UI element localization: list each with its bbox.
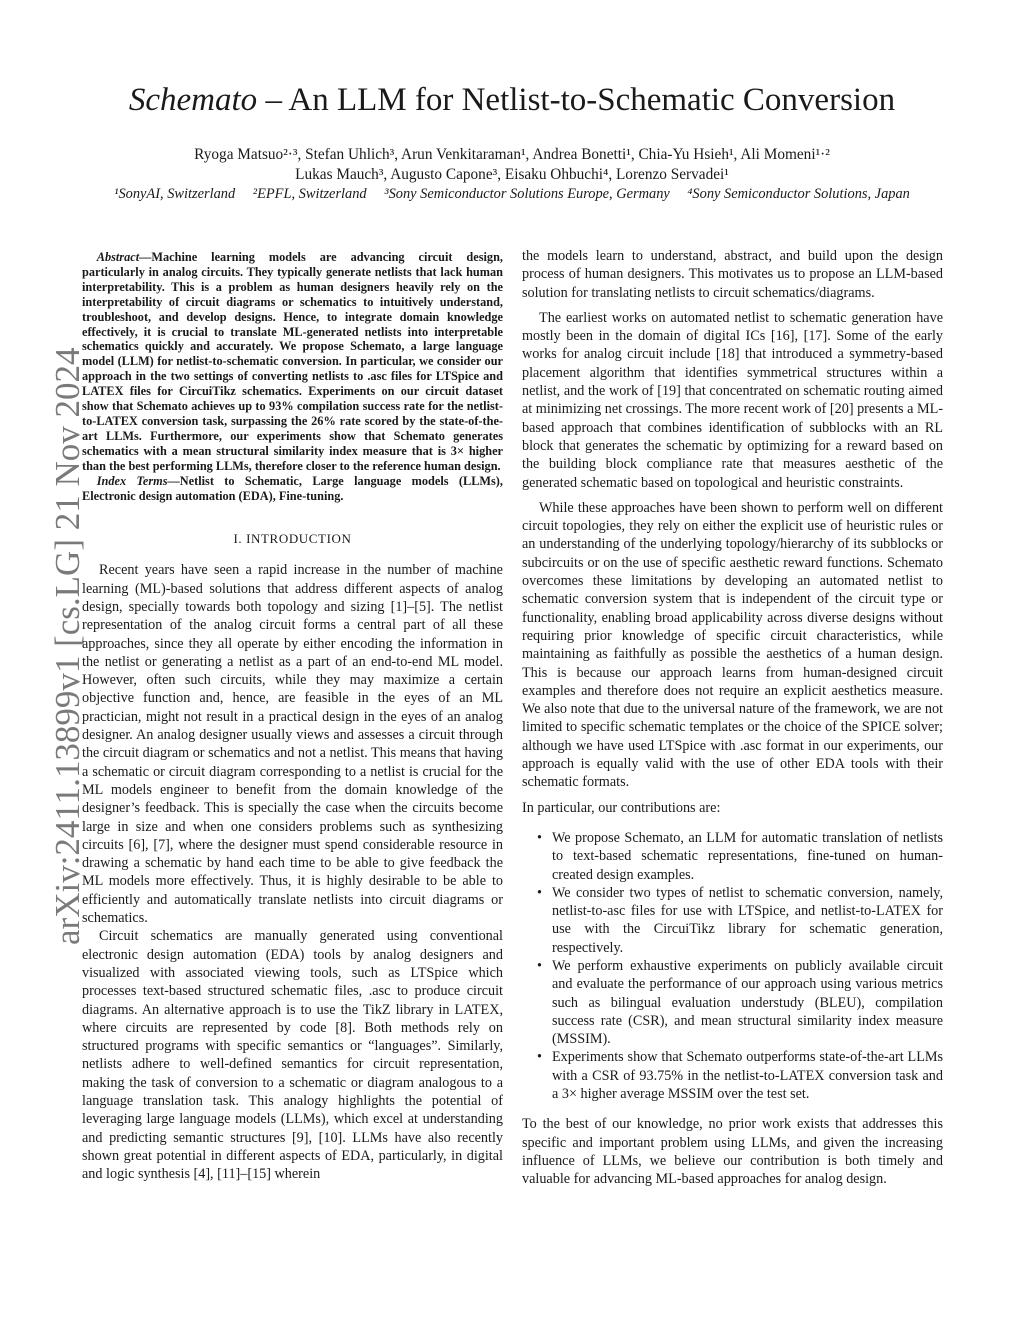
list-item: • We perform exhaustive experiments on publicly available circuit and evaluate the performance of our approach using various metrics such as bilingual evaluation understudy (BLEU), compilation success rate (CSR), and mean structural similarity index measure (MSSIM). [552, 957, 943, 1048]
index-terms-lead: Index Terms— [96, 473, 180, 488]
closing-paragraph: To the best of our knowledge, no prior work exists that addresses this specific and important problem using LLMs, and given the increasing influence of LLMs, we believe our contribution is both timely and valuable for advancing ML-based approaches for analog design. [522, 1116, 943, 1188]
affiliation-2: ²EPFL, Switzerland [252, 186, 367, 202]
right-column [522, 247, 943, 1189]
intro-paragraph-1: Recent years have seen a rapid increase in the number of machine learning (ML)-based solutions that address different aspects of analog design, specially towards both topology and sizing [1]–[5]. The netlist representation of the analog circuit forms a central part of all these approaches, since they all operate by either encoding the information in the netlist or generating a netlist as a part of an end-to-end ML model. However, often such circuits, while they may maximize a certain objective function and, hence, are feasible in the eyes of an ML practician, might not result in a practical design in the eyes of an analog designer. An analog designer usually views and assesses a circuit through the circuit diagram or schematics and not a netlist. This means that having a schematic or circuit diagram corresponding to a netlist is crucial for the ML models engineer to benefit from the domain knowledge of the designer’s feedback. This is specially the case when the circuits become large in size and when one considers problems such as synthesizing circuits [6], [7], where the designer must spend considerable resource in drawing a schematic by hand each time to be able to give feedback the ML models more effectively. Thus, it is highly desirable to be able to efficiently and automatically translate netlists into circuit diagrams or schematics. [82, 562, 503, 927]
arxiv-identifier: arXiv:2411.13899v1 [cs.LG] 21 Nov 2024 [48, 347, 87, 945]
spacer [522, 492, 943, 499]
right-paragraph-1: the models learn to understand, abstract, and build upon the design process of human designers. This motivates us to propose an LLM-based solution for translating netlists to circuit schematics/diagrams. [522, 248, 943, 301]
contributions-list [522, 829, 943, 1103]
right-paragraph-3: While these approaches have been shown to perform well on different circuit topologies, they rely on either the explicit use of heuristic rules or an understanding of the underlying topology/hierarchy of its subblocks or subcircuits or on the use of specific aesthetic reward functions. Schemato overcomes these limitations by developing an automated netlist to schematic conversion system that is independent of the circuit type or functionality, enabling broad applicability across diverse designs without requiring prior knowledge of specific circuit characteristics, while maintaining as faithfully as possible the aesthetics of a human design. This is because our approach learns from human-designed circuit examples and therefore does not require an explicit aesthetics measure. We also note that due to the universal nature of the framework, we are not limited to specific schematic templates or the choice of the SPICE solver; although we have used LTSpice with .asc format in our experiments, our approach is equally valid with the use of other EDA tools with their schematic formats. [522, 499, 943, 791]
affiliation-3: ³Sony Semiconductor Solutions Europe, Germany [384, 186, 670, 202]
left-column [82, 250, 503, 1184]
contributions-intro: In particular, our contributions are: [522, 799, 721, 816]
abstract-text: Machine learning models are advancing circuit design, particularly in analog circuits. They typically generate netlists that lack human interpretability. This is a problem as human designers heavily rely on the interpretability of circuit diagrams or schematics to intuitively understand, troubleshoot, and develop designs. Hence, to integrate domain knowledge effectively, it is crucial to translate ML-generated netlists into interpretable schematics quickly and accurately. We propose Schemato, a large language model (LLM) for netlist-to-schematic conversion. In particular, we consider our approach in the two settings of converting netlists to .asc files for LTSpice and LATEX files for CircuiTikz schematics. Experiments on our circuit dataset show that Schemato achieves up to 93% compilation success rate for the netlist-to-LATEX conversion task, surpassing the 26% rate scored by the state-of-the-art LLMs. Furthermore, our experiments show that Schemato generates schematics with a mean structural similarity index measure that is 3× higher than the best performing LLMs, therefore closer to the reference human design. [82, 250, 503, 473]
index-terms-text: Netlist to Schematic, Large language models (LLMs), Electronic design automation (EDA), Fine-tuning. [82, 473, 503, 503]
spacer [522, 1103, 943, 1115]
list-item: • We consider two types of netlist to schematic conversion, namely, netlist-to-asc files for use with LTSpice, and netlist-to-LATEX for use with the CircuiTikz library for schematic generation, respectively. [552, 884, 943, 957]
authors [0, 145, 1024, 185]
affiliation-1: ¹SonyAI, Switzerland [114, 186, 236, 202]
list-item: • Experiments show that Schemato outperforms state-of-the-art LLMs with a CSR of 93.75% in the netlist-to-LATEX conversion task and a 3× higher average MSSIM over the test set. [552, 1048, 943, 1103]
spacer [522, 817, 943, 829]
spacer [522, 302, 943, 309]
title-italic: Schemato [128, 82, 258, 118]
index-terms [82, 474, 503, 504]
authors-line-2: Lukas Mauch³, Augusto Capone³, Eisaku Ohbuchi⁴, Lorenzo Servadei¹ [295, 166, 729, 183]
affiliations [0, 186, 1024, 203]
intro-paragraph-2: Circuit schematics are manually generated using conventional electronic design automation (EDA) tools by analog designers and visualized with associated viewing tools, such as LTSpice which processes text-based structured schematic files, .asc to produce circuit diagrams. An alternative approach is to use the TikZ library in LATEX, where circuits are represented by code [8]. Both methods rely on structured programs with specific semantics or “languages”. Similarly, netlists adhere to well-defined semantics for circuit representation, making the task of conversion to a schematic or diagram analogous to a language translation task. This analogy highlights the potential of leveraging large language models (LLMs), which excel at understanding and predicting semantic structures [9], [10]. LLMs have also recently shown great potential in different aspects of EDA, particularly, in digital and logic synthesis [4], [11]–[15] wherein [82, 928, 503, 1183]
arxiv-sidebar [20, 345, 87, 945]
section-heading-introduction: I. INTRODUCTION [233, 531, 352, 547]
right-paragraph-2: The earliest works on automated netlist to schematic generation have mostly been in the domain of digital ICs [16], [17]. Some of the early works for analog circuit include [18] that introduced a symmetry-based placement algorithm that identifies symmetrical structures within a netlist, and the work of [19] that concentrated on schematic routing aimed at minimizing net crossings. The more recent work of [20] presents a ML-based approach that combines identification of subblocks with an RL block that generates the schematic by optimizing for a reward based on the building block compliance rate that measures aesthetic of the generated schematic based on topological and heuristic constraints. [522, 309, 943, 491]
spacer [522, 792, 943, 799]
affiliation-4: ⁴Sony Semiconductor Solutions, Japan [687, 186, 910, 202]
list-item: • We propose Schemato, an LLM for automatic translation of netlists to text-based schematic representations, fine-tuned on human-created design examples. [552, 829, 943, 884]
paper-title [0, 82, 1024, 119]
authors-line-1: Ryoga Matsuo²·³, Stefan Uhlich³, Arun Venkitaraman¹, Andrea Bonetti¹, Chia-Yu Hsieh¹, Ali Momeni¹·² [194, 146, 830, 163]
abstract-lead: Abstract— [96, 250, 152, 264]
abstract [82, 250, 503, 474]
title-rest: – An LLM for Netlist-to-Schematic Conversion [257, 82, 896, 118]
